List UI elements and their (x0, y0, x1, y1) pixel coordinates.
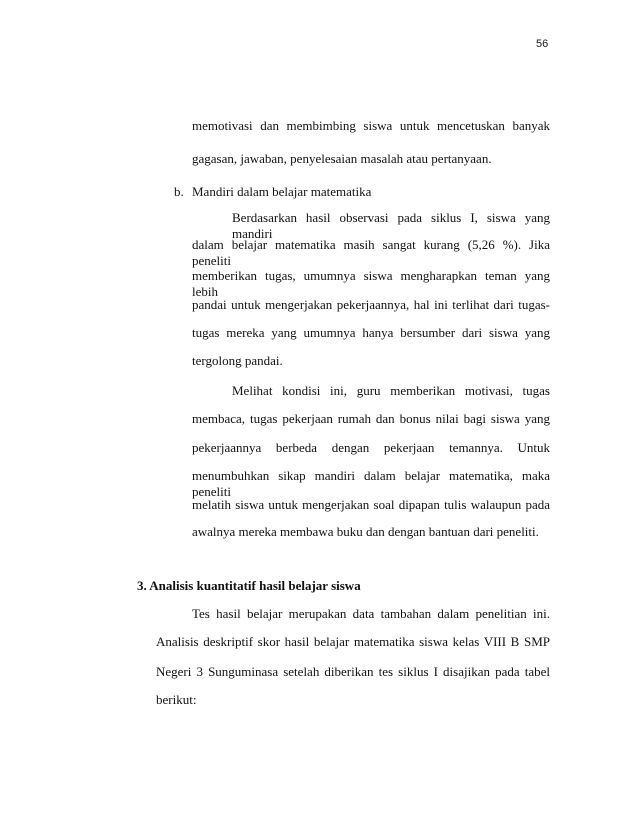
body-text-line: melatih siswa untuk mengerjakan soal dipapan tulis walaupun pada (192, 497, 550, 512)
body-text-line: Berdasarkan hasil observasi pada siklus I, siswa yang mandiri (232, 210, 550, 241)
subsection-title: Mandiri dalam belajar matematika (192, 184, 372, 199)
body-text-line: menumbuhkan sikap mandiri dalam belajar matematika, maka peneliti (192, 468, 550, 499)
body-text-line: gagasan, jawaban, penyelesaian masalah atau pertanyaan. (192, 151, 492, 166)
body-text-line: Analisis deskriptif skor hasil belajar matematika siswa kelas VIII B SMP (156, 634, 550, 649)
body-text-line: awalnya mereka membawa buku dan dengan bantuan dari peneliti. (192, 524, 539, 539)
body-text-line: berikut: (156, 692, 197, 707)
section-heading: 3. Analisis kuantitatif hasil belajar siswa (137, 578, 361, 593)
body-text-line: tugas mereka yang umumnya hanya bersumber dari siswa yang (192, 325, 550, 340)
body-text-line: dalam belajar matematika masih sangat kurang (5,26 %). Jika peneliti (192, 237, 550, 268)
body-text-line: Negeri 3 Sunguminasa setelah diberikan tes siklus I disajikan pada tabel (156, 664, 550, 679)
body-text-line: memotivasi dan membimbing siswa untuk mencetuskan banyak (192, 118, 550, 133)
body-text-line: tergolong pandai. (192, 353, 283, 368)
body-text-line: membaca, tugas pekerjaan rumah dan bonus nilai bagi siswa yang (192, 411, 550, 426)
page-number: 56 (536, 38, 549, 50)
body-text-line: Tes hasil belajar merupakan data tambahan dalam penelitian ini. (192, 606, 550, 621)
list-marker-b: b. (174, 184, 184, 199)
body-text-line: memberikan tugas, umumnya siswa mengharapkan teman yang lebih (192, 268, 550, 299)
body-text-line: Melihat kondisi ini, guru memberikan motivasi, tugas (232, 383, 550, 398)
body-text-line: pekerjaannya berbeda dengan pekerjaan temannya. Untuk (192, 440, 550, 455)
body-text-line: pandai untuk mengerjakan pekerjaannya, hal ini terlihat dari tugas- (192, 297, 550, 312)
